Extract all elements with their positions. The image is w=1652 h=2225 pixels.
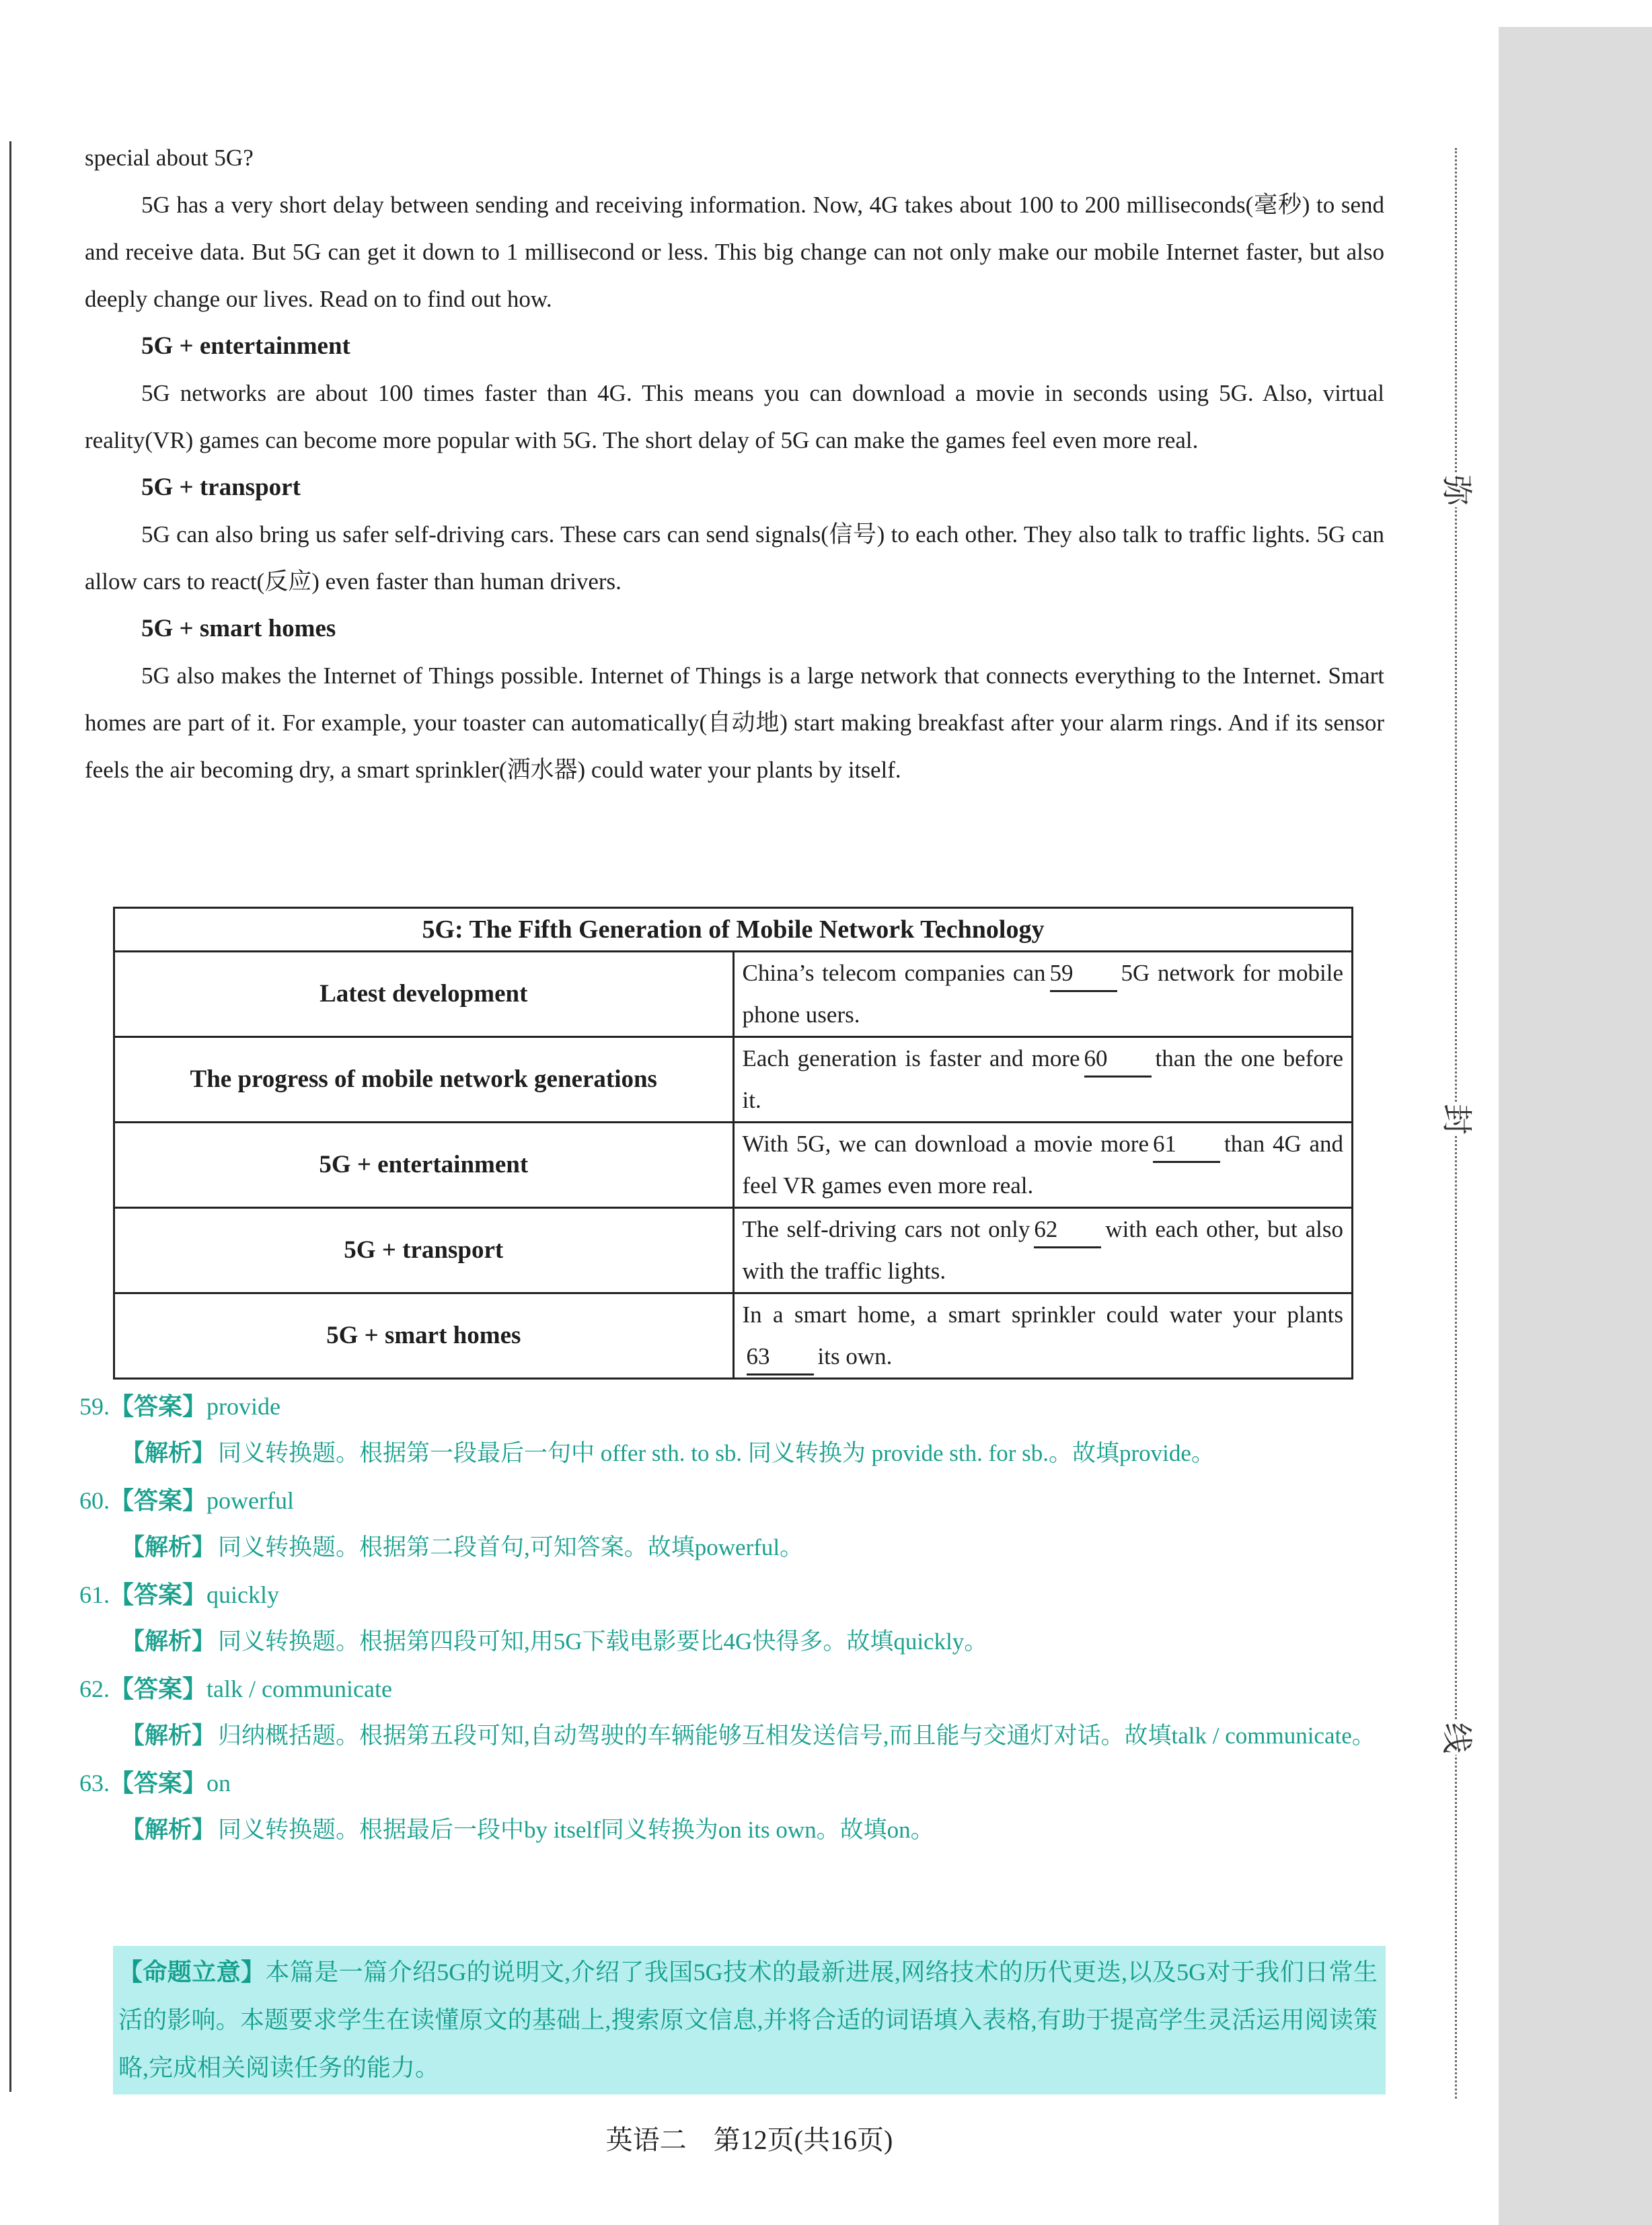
design-intent-box <box>113 1946 1386 2095</box>
seal-mark-xian: 线 <box>1437 1721 1476 1755</box>
row-label: 5G + smart homes <box>114 1293 734 1379</box>
scan-margin <box>1499 27 1652 2225</box>
analysis-line: 【解析】 同义转换题。根据最后一段中by itself同义转换为on its own。故填on。 <box>121 1817 934 1843</box>
seal-mark-mi: 弥 <box>1437 474 1476 507</box>
section-heading: 5G + entertainment <box>141 332 350 360</box>
passage-paragraph: 5G can also bring us safer self-driving cars. These cars can send signals(信号) to each other. They also talk to traffic lights. 5G can allow cars to react(反应) even faster than human drivers. <box>85 521 1384 595</box>
answer-line: 60.【答案】powerful <box>79 1487 294 1514</box>
answer-line: 61.【答案】quickly <box>79 1581 279 1608</box>
design-intent-label: 【命题立意】 <box>118 1959 266 1986</box>
answer-line: 63.【答案】on <box>79 1770 231 1797</box>
seal-mark-feng: 封 <box>1437 1102 1476 1136</box>
passage-paragraph: 5G has a very short delay between sending and receiving information. Now, 4G takes about 100 to 200 milliseconds(毫秒) to send and receive data. But 5G can get it down to 1 millisecond or less. This big change can not only make our mobile Internet faster, but also deeply change our lives. Read on to find out how. <box>85 192 1384 312</box>
table-row <box>114 1293 1353 1379</box>
table-row <box>114 1037 1353 1123</box>
analysis-line: 【解析】 归纳概括题。根据第五段可知,自动驾驶的车辆能够互相发送信号,而且能与交通灯对话。故填talk / communicate。 <box>121 1723 1376 1749</box>
answer-blank-60[interactable]: 60 <box>1084 1042 1152 1078</box>
answer-line: 62.【答案】talk / communicate <box>79 1675 392 1702</box>
analysis-line: 【解析】 同义转换题。根据第二段首句,可知答案。故填powerful。 <box>121 1534 804 1560</box>
answer-blank-59[interactable]: 59 <box>1050 956 1117 992</box>
table-row <box>114 952 1353 1037</box>
passage-paragraph: 5G networks are about 100 times faster than 4G. This means you can download a movie in seconds using 5G. Also, virtual reality(VR) games can become more popular with 5G. The short delay of 5G can make the games feel even more real. <box>85 380 1384 453</box>
passage-paragraph: 5G also makes the Internet of Things possible. Internet of Things is a large network that connects everything to the Internet. Smart homes are part of it. For example, your toaster can automatically(自动地) start making breakfast after your alarm rings. And if its sensor feels the air becoming dry, a smart sprinkler(洒水器) could water your plants by itself. <box>85 663 1384 783</box>
table-title: 5G: The Fifth Generation of Mobile Network Technology <box>114 908 1353 952</box>
row-content: China’s telecom companies can 59 5G network for mobile phone users. <box>733 952 1353 1037</box>
row-content: In a smart home, a smart sprinkler could water your plants63 its own. <box>733 1293 1353 1379</box>
answer-blank-63[interactable]: 63 <box>747 1340 814 1375</box>
row-label: Latest development <box>114 952 734 1037</box>
table-row <box>114 1123 1353 1208</box>
answer-blank-61[interactable]: 61 <box>1153 1127 1220 1163</box>
answer-key <box>79 1383 1398 1854</box>
section-heading: 5G + smart homes <box>141 615 336 642</box>
row-label: 5G + entertainment <box>114 1123 734 1208</box>
reading-passage <box>85 135 1384 794</box>
row-label: 5G + transport <box>114 1208 734 1293</box>
row-content: The self-driving cars not only 62 with each other, but also with the traffic lights. <box>733 1208 1353 1293</box>
fill-in-table <box>113 907 1353 1380</box>
row-content: Each generation is faster and more 60 than the one before it. <box>733 1037 1353 1123</box>
row-content: With 5G, we can download a movie more 61 than 4G and feel VR games even more real. <box>733 1123 1353 1208</box>
answer-blank-62[interactable]: 62 <box>1034 1213 1101 1248</box>
design-intent-text: 本篇是一篇介绍5G的说明文,介绍了我国5G技术的最新进展,网络技术的历代更迭,以及5G对于我们日常生活的影响。本题要求学生在读懂原文的基础上,搜索原文信息,并将合适的词语填入表格,有助于提高学生灵活运用阅读策略,完成相关阅读任务的能力。 <box>118 1959 1378 2081</box>
table-row <box>114 1208 1353 1293</box>
passage-paragraph: special about 5G? <box>85 145 254 171</box>
row-label: The progress of mobile network generations <box>114 1037 734 1123</box>
analysis-line: 【解析】 同义转换题。根据第一段最后一句中 offer sth. to sb. 同义转换为 provide sth. for sb.。故填provide。 <box>121 1440 1215 1466</box>
section-heading: 5G + transport <box>141 474 301 501</box>
page-footer: 英语二 第12页(共16页) <box>605 2125 893 2155</box>
answer-line: 59.【答案】provide <box>79 1393 280 1420</box>
analysis-line: 【解析】 同义转换题。根据第四段可知,用5G下载电影要比4G快得多。故填quickly。 <box>121 1628 988 1655</box>
binding-rule <box>9 141 11 2092</box>
